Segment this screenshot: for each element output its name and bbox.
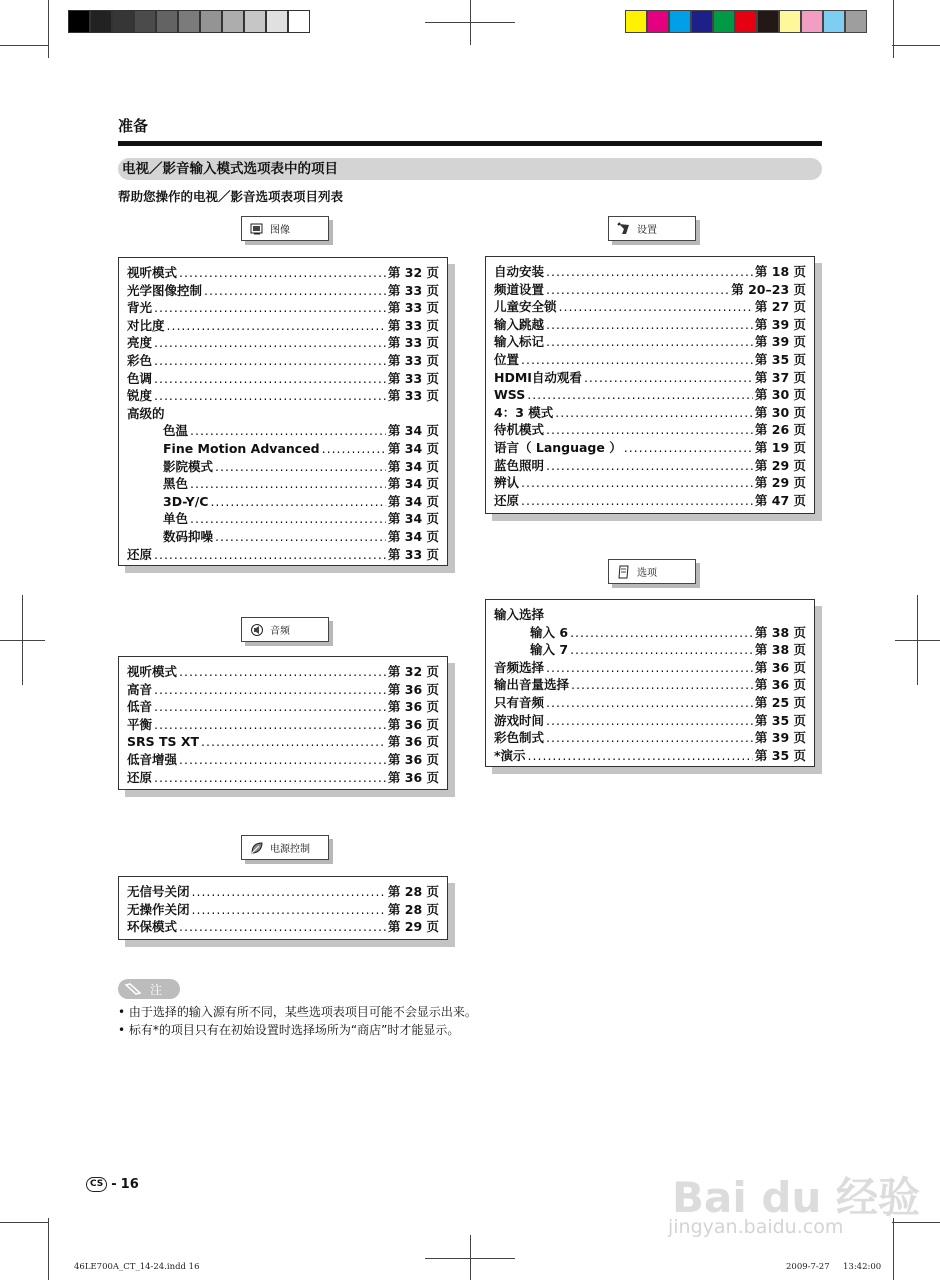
menu-row <box>127 715 439 733</box>
swatch <box>244 10 266 33</box>
menu-row <box>127 386 439 404</box>
menu-item-label: 还原 <box>127 769 153 785</box>
menu-item-page: 第 27 页 <box>754 299 806 315</box>
page-number <box>86 1177 139 1192</box>
language-badge: CS <box>86 1177 107 1192</box>
tab-audio-label: 音频 <box>270 626 290 637</box>
menu-item-page: 第 37 页 <box>754 369 806 385</box>
menu-item-label: 色温 <box>163 423 189 439</box>
dot-leader <box>546 713 753 728</box>
menu-item-page: 第 33 页 <box>387 300 439 316</box>
dot-leader <box>192 884 386 899</box>
menu-row <box>127 882 439 900</box>
tab-audio <box>241 617 329 642</box>
menu-item-page: 第 39 页 <box>754 334 806 350</box>
note-line-1: • 由于选择的输入源有所不同，某些选项表项目可能不会显示出来。 <box>118 1005 477 1019</box>
menu-item-label: SRS TS XT <box>127 734 200 750</box>
menu-item-label: 输入跳越 <box>494 316 545 332</box>
menu-item-label: 儿童安全锁 <box>494 299 557 315</box>
menu-item-label: 还原 <box>127 546 153 562</box>
menu-item-page: 第 36 页 <box>387 769 439 785</box>
tab-power <box>241 835 329 860</box>
header-rule <box>118 141 822 146</box>
leaf-icon <box>250 841 264 855</box>
dot-leader <box>322 441 386 456</box>
menu-item-label: 3D-Y/C <box>163 493 209 509</box>
menu-item-label: 输入 7 <box>530 642 569 658</box>
menu-item-page: 第 30 页 <box>754 404 806 420</box>
menu-row <box>127 369 439 387</box>
menu-row <box>127 421 439 439</box>
menu-item-page: 第 25 页 <box>754 694 806 710</box>
menu-item-page: 第 29 页 <box>754 475 806 491</box>
page-title: 电视／影音输入模式选项表中的项目 <box>118 158 822 180</box>
menu-row <box>494 605 806 623</box>
menu-item-page: 第 20–23 页 <box>731 281 806 297</box>
menu-item-page: 第 33 页 <box>387 352 439 368</box>
menu-item-page: 第 38 页 <box>754 624 806 640</box>
menu-row <box>127 662 439 680</box>
menu-item-page: 第 19 页 <box>754 439 806 455</box>
menu-item-page: 第 33 页 <box>387 317 439 333</box>
menu-item-page: 第 39 页 <box>754 730 806 746</box>
dot-leader <box>521 352 753 367</box>
menu-item-page: 第 33 页 <box>387 388 439 404</box>
speaker-icon <box>250 623 264 637</box>
menu-item-label: 数码抑噪 <box>163 528 214 544</box>
note-pad-icon <box>617 565 631 579</box>
menu-row <box>127 439 439 457</box>
dot-leader <box>167 318 386 333</box>
dot-leader <box>570 625 753 640</box>
menu-item-label: 平衡 <box>127 716 153 732</box>
dot-leader <box>521 475 753 490</box>
menu-item-label: 自动安装 <box>494 264 545 279</box>
page-number-value: 16 <box>120 1177 139 1192</box>
picture-icon <box>250 223 264 235</box>
dot-leader <box>215 529 386 544</box>
menu-row <box>127 298 439 316</box>
menu-item-page: 第 47 页 <box>754 492 806 508</box>
print-date: 2009-7-27 <box>786 1262 830 1272</box>
dot-leader <box>190 511 386 526</box>
menu-item-label: 语言（ Language ） <box>494 439 622 455</box>
menu-row <box>494 385 806 403</box>
setup-menu-box <box>485 256 815 514</box>
menu-row <box>127 404 439 422</box>
note-label: 注 <box>150 982 163 997</box>
menu-item-page: 第 36 页 <box>387 681 439 697</box>
menu-row <box>494 456 806 474</box>
menu-item-label: Fine Motion Advanced <box>163 440 320 456</box>
menu-row <box>127 263 439 281</box>
menu-item-label: 环保模式 <box>127 919 178 935</box>
menu-row <box>494 640 806 658</box>
dot-leader <box>570 642 753 657</box>
dot-leader <box>215 459 386 474</box>
menu-row <box>494 297 806 315</box>
swatch <box>222 10 244 33</box>
section-title: 准备 <box>118 117 149 135</box>
menu-item-label: 输入选择 <box>494 607 545 622</box>
dot-leader <box>546 422 753 437</box>
dot-leader <box>154 682 386 697</box>
menu-row <box>127 697 439 715</box>
wrench-icon <box>617 222 631 236</box>
menu-item-label: 单色 <box>163 511 189 527</box>
menu-row <box>127 750 439 768</box>
menu-row <box>494 491 806 509</box>
audio-menu-box <box>118 656 448 790</box>
menu-row <box>127 474 439 492</box>
menu-item-page: 第 34 页 <box>387 440 439 456</box>
menu-item-label: 输出音量选择 <box>494 677 570 693</box>
swatch <box>134 10 156 33</box>
menu-item-page: 第 32 页 <box>387 664 439 679</box>
menu-item-label: 黑色 <box>163 476 189 492</box>
swatch <box>112 10 134 33</box>
menu-item-page: 第 34 页 <box>387 493 439 509</box>
dot-leader <box>559 299 753 314</box>
tab-power-label: 电源控制 <box>270 844 310 855</box>
dot-leader <box>154 717 386 732</box>
watermark-brand: Bai du 经验 <box>672 1173 920 1222</box>
menu-item-label: 光学图像控制 <box>127 282 203 298</box>
swatch <box>266 10 288 33</box>
dot-leader <box>546 334 753 349</box>
dot-leader <box>154 547 386 562</box>
menu-row <box>494 280 806 298</box>
menu-item-page: 第 34 页 <box>387 511 439 527</box>
menu-row <box>494 711 806 729</box>
menu-item-page: 第 36 页 <box>387 751 439 767</box>
dot-leader <box>154 371 386 386</box>
menu-row <box>494 403 806 421</box>
tab-setup <box>608 216 696 241</box>
menu-item-page: 第 38 页 <box>754 642 806 658</box>
dot-leader <box>154 335 386 350</box>
menu-row <box>127 316 439 334</box>
menu-item-label: 输入 6 <box>530 624 569 640</box>
menu-item-page: 第 32 页 <box>387 265 439 280</box>
menu-row <box>127 492 439 510</box>
swatch <box>625 10 647 33</box>
menu-item-label: 亮度 <box>127 335 153 351</box>
menu-row <box>127 527 439 545</box>
picture-menu-box <box>118 257 448 566</box>
menu-item-label: 位置 <box>494 351 520 367</box>
menu-item-label: 彩色 <box>127 352 153 368</box>
menu-item-label: 蓝色照明 <box>494 457 545 473</box>
menu-item-page: 第 39 页 <box>754 316 806 332</box>
note-badge <box>118 979 180 999</box>
menu-item-label: 待机模式 <box>494 422 545 438</box>
menu-row <box>494 746 806 764</box>
dot-leader <box>179 664 386 679</box>
menu-row <box>127 732 439 750</box>
menu-item-page: 第 35 页 <box>754 712 806 728</box>
dot-leader <box>584 370 753 385</box>
menu-row <box>494 315 806 333</box>
menu-item-page: 第 33 页 <box>387 370 439 386</box>
menu-row <box>127 900 439 918</box>
menu-item-page: 第 28 页 <box>387 901 439 917</box>
menu-item-label: 锐度 <box>127 388 153 404</box>
swatch <box>845 10 867 33</box>
menu-item-page: 第 30 页 <box>754 387 806 403</box>
menu-item-page: 第 33 页 <box>387 546 439 562</box>
menu-row <box>494 350 806 368</box>
watermark-url: jingyan.baidu.com <box>668 1216 844 1238</box>
menu-row <box>127 351 439 369</box>
swatch <box>68 10 90 33</box>
menu-item-label: WSS <box>494 387 526 403</box>
menu-item-page: 第 28 页 <box>387 884 439 899</box>
menu-item-label: 高音 <box>127 681 153 697</box>
tab-option <box>608 559 696 584</box>
print-time: 13:42:00 <box>843 1262 882 1272</box>
menu-row <box>494 438 806 456</box>
menu-item-page: 第 34 页 <box>387 528 439 544</box>
dot-leader <box>546 458 753 473</box>
menu-row <box>127 917 439 935</box>
dot-leader <box>179 265 386 280</box>
dot-leader <box>546 695 753 710</box>
menu-item-label: 只有音频 <box>494 694 545 710</box>
dot-leader <box>555 405 753 420</box>
menu-item-page: 第 36 页 <box>387 734 439 750</box>
menu-row <box>494 675 806 693</box>
dot-leader <box>521 493 753 508</box>
power-menu-box <box>118 876 448 940</box>
dot-leader <box>179 752 386 767</box>
menu-item-page: 第 29 页 <box>754 457 806 473</box>
tab-setup-label: 设置 <box>637 225 657 236</box>
menu-item-label: 辨认 <box>494 475 520 491</box>
swatch <box>713 10 735 33</box>
menu-row <box>494 693 806 711</box>
swatch <box>647 10 669 33</box>
option-menu-box <box>485 599 815 767</box>
menu-row <box>494 658 806 676</box>
swatch <box>90 10 112 33</box>
menu-row <box>127 457 439 475</box>
color-bar <box>625 10 867 33</box>
dot-leader <box>527 387 753 402</box>
tab-picture <box>241 216 329 241</box>
page-subtitle: 帮助您操作的电视／影音选项表项目列表 <box>118 189 344 204</box>
menu-item-label: 视听模式 <box>127 664 178 679</box>
dot-leader <box>179 919 386 934</box>
dot-leader <box>210 494 385 509</box>
menu-row <box>127 545 439 563</box>
menu-item-page: 第 29 页 <box>387 919 439 935</box>
menu-item-label: 彩色制式 <box>494 730 545 746</box>
dot-leader <box>546 264 753 279</box>
menu-item-page: 第 36 页 <box>754 659 806 675</box>
menu-item-label: 低音增强 <box>127 751 178 767</box>
dot-leader <box>528 748 753 763</box>
dot-leader <box>201 734 386 749</box>
menu-row <box>494 262 806 280</box>
page-number-prefix: - <box>111 1177 117 1192</box>
swatch <box>757 10 779 33</box>
dot-leader <box>154 699 386 714</box>
menu-row <box>127 768 439 786</box>
menu-row <box>127 509 439 527</box>
note-line-2: • 标有*的项目只有在初始设置时选择场所为“商店”时才能显示。 <box>118 1023 460 1037</box>
dot-leader <box>546 317 753 332</box>
menu-row <box>494 420 806 438</box>
menu-row <box>127 281 439 299</box>
dot-leader <box>571 677 753 692</box>
menu-item-page: 第 36 页 <box>387 699 439 715</box>
menu-row <box>494 332 806 350</box>
swatch <box>178 10 200 33</box>
swatch <box>669 10 691 33</box>
swatch <box>735 10 757 33</box>
dot-leader <box>154 770 386 785</box>
dot-leader <box>154 353 386 368</box>
menu-item-label: 还原 <box>494 492 520 508</box>
menu-item-label: 输入标记 <box>494 334 545 350</box>
menu-item-label: 影院模式 <box>163 458 214 474</box>
menu-row <box>494 623 806 641</box>
menu-row <box>127 333 439 351</box>
menu-item-page: 第 35 页 <box>754 747 806 763</box>
menu-item-label: 无信号关闭 <box>127 884 190 899</box>
dot-leader <box>190 423 386 438</box>
menu-item-label: 对比度 <box>127 317 165 333</box>
swatch <box>200 10 222 33</box>
dot-leader <box>190 476 386 491</box>
menu-item-page: 第 33 页 <box>387 335 439 351</box>
swatch <box>156 10 178 33</box>
tab-picture-label: 图像 <box>270 225 290 236</box>
menu-item-page: 第 35 页 <box>754 351 806 367</box>
menu-item-label: 色调 <box>127 370 153 386</box>
menu-item-label: 高级的 <box>127 405 165 421</box>
menu-item-label: 4：3 模式 <box>494 404 554 420</box>
menu-item-label: 视听模式 <box>127 265 178 280</box>
menu-item-label: HDMI自动观看 <box>494 369 582 385</box>
dot-leader <box>546 730 753 745</box>
swatch <box>288 10 310 33</box>
menu-item-page: 第 18 页 <box>754 264 806 279</box>
menu-item-label: 频道设置 <box>494 281 545 297</box>
menu-row <box>127 680 439 698</box>
dot-leader <box>154 300 386 315</box>
menu-item-label: *演示 <box>494 747 526 763</box>
dot-leader <box>546 282 729 297</box>
file-info: 46LE700A_CT_14-24.indd 16 <box>74 1262 200 1272</box>
swatch <box>823 10 845 33</box>
menu-item-label: 游戏时间 <box>494 712 545 728</box>
swatch <box>801 10 823 33</box>
menu-row <box>494 728 806 746</box>
dot-leader <box>192 902 386 917</box>
menu-item-label: 音频选择 <box>494 659 545 675</box>
dot-leader <box>204 283 386 298</box>
menu-item-label: 背光 <box>127 300 153 316</box>
menu-item-page: 第 33 页 <box>387 282 439 298</box>
menu-item-page: 第 26 页 <box>754 422 806 438</box>
grayscale-bar <box>68 10 310 33</box>
swatch <box>779 10 801 33</box>
menu-item-page: 第 34 页 <box>387 458 439 474</box>
menu-item-page: 第 36 页 <box>387 716 439 732</box>
tab-option-label: 选项 <box>637 568 657 579</box>
dot-leader <box>154 388 386 403</box>
menu-row <box>494 473 806 491</box>
dot-leader <box>624 440 753 455</box>
menu-item-label: 无操作关闭 <box>127 901 190 917</box>
menu-item-page: 第 34 页 <box>387 423 439 439</box>
swatch <box>691 10 713 33</box>
menu-item-page: 第 36 页 <box>754 677 806 693</box>
menu-item-page: 第 34 页 <box>387 476 439 492</box>
menu-row <box>494 368 806 386</box>
menu-item-label: 低音 <box>127 699 153 715</box>
dot-leader <box>546 660 753 675</box>
pencil-icon <box>124 982 144 996</box>
